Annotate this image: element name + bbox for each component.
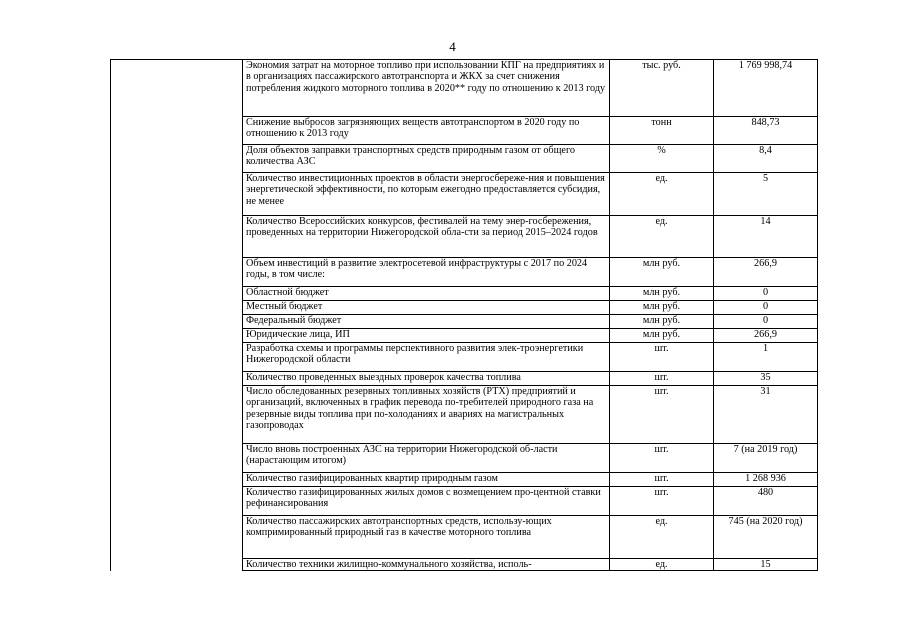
indicator-unit: млн руб. xyxy=(610,301,714,315)
indicator-name: Количество техники жилищно-коммунального хозяйства, исполь- xyxy=(243,559,610,571)
indicator-name: Количество инвестиционных проектов в области энергосбереже-ния и повышения энергетической эффективности, по которым ежегодно предоставляется субсидия, не менее xyxy=(243,173,610,216)
indicator-unit: шт. xyxy=(610,343,714,372)
indicator-value: 31 xyxy=(714,386,818,444)
indicator-value: 14 xyxy=(714,216,818,258)
indicator-unit: ед. xyxy=(610,559,714,571)
indicator-unit: млн руб. xyxy=(610,315,714,329)
indicator-unit: млн руб. xyxy=(610,287,714,301)
indicator-value: 745 (на 2020 год) xyxy=(714,516,818,559)
indicator-unit: ед. xyxy=(610,516,714,559)
indicator-value: 5 xyxy=(714,173,818,216)
indicator-value: 8,4 xyxy=(714,145,818,173)
indicator-name: Федеральный бюджет xyxy=(243,315,610,329)
indicator-name: Снижение выбросов загрязняющих веществ автотранспортом в 2020 году по отношению к 2013 году xyxy=(243,117,610,145)
indicator-value: 0 xyxy=(714,315,818,329)
indicator-unit: ед. xyxy=(610,173,714,216)
table-row xyxy=(111,60,818,117)
indicator-value: 1 769 998,74 xyxy=(714,60,818,117)
indicator-value: 0 xyxy=(714,287,818,301)
indicator-name: Количество пассажирских автотранспортных средств, использу-ющих компримированный природный газ в качестве моторного топлива xyxy=(243,516,610,559)
indicator-name: Число обследованных резервных топливных хозяйств (РТХ) предприятий и организаций, включенных в график перевода по-требителей природного газа на резервные виды топлива при по-холоданиях и авариях на магистральных газопроводах xyxy=(243,386,610,444)
indicator-name: Областной бюджет xyxy=(243,287,610,301)
indicator-value: 35 xyxy=(714,372,818,386)
indicator-value: 1 268 936 xyxy=(714,473,818,487)
indicator-unit: шт. xyxy=(610,473,714,487)
indicator-unit: шт. xyxy=(610,372,714,386)
indicator-value: 848,73 xyxy=(714,117,818,145)
indicator-name: Экономия затрат на моторное топливо при использовании КПГ на предприятиях и в организациях пассажирского автотранспорта и ЖКХ за счет снижения потребления жидкого моторного топлива в 2020** году по отношению к 2013 году xyxy=(243,60,610,117)
indicator-value: 266,9 xyxy=(714,258,818,287)
indicator-value: 266,9 xyxy=(714,329,818,343)
indicator-value: 0 xyxy=(714,301,818,315)
indicator-name: Местный бюджет xyxy=(243,301,610,315)
indicator-value: 15 xyxy=(714,559,818,571)
indicator-name: Разработка схемы и программы перспективного развития элек-троэнергетики Нижегородской области xyxy=(243,343,610,372)
indicator-unit: млн руб. xyxy=(610,258,714,287)
blank-column-cell xyxy=(111,60,243,571)
indicator-name: Юридические лица, ИП xyxy=(243,329,610,343)
indicator-name: Количество газифицированных жилых домов с возмещением про-центной ставки рефинансирования xyxy=(243,487,610,516)
indicator-value: 1 xyxy=(714,343,818,372)
indicator-unit: тыс. руб. xyxy=(610,60,714,117)
indicator-name: Доля объектов заправки транспортных средств природным газом от общего количества АЗС xyxy=(243,145,610,173)
indicator-unit: шт. xyxy=(610,386,714,444)
indicator-name: Количество газифицированных квартир природным газом xyxy=(243,473,610,487)
indicator-name: Количество проведенных выездных проверок качества топлива xyxy=(243,372,610,386)
indicator-name: Объем инвестиций в развитие электросетевой инфраструктуры с 2017 по 2024 годы, в том числе: xyxy=(243,258,610,287)
indicator-unit: шт. xyxy=(610,487,714,516)
indicator-unit: тонн xyxy=(610,117,714,145)
page-number: 4 xyxy=(449,39,456,54)
indicators-table xyxy=(110,59,818,571)
indicator-unit: млн руб. xyxy=(610,329,714,343)
indicator-unit: % xyxy=(610,145,714,173)
indicator-value: 480 xyxy=(714,487,818,516)
indicator-name: Число вновь построенных АЗС на территории Нижегородской об-ласти (нарастающим итогом) xyxy=(243,444,610,473)
indicator-value: 7 (на 2019 год) xyxy=(714,444,818,473)
indicator-unit: ед. xyxy=(610,216,714,258)
indicator-unit: шт. xyxy=(610,444,714,473)
indicator-name: Количество Всероссийских конкурсов, фестивалей на тему энер-госбережения, проведенных на территории Нижегородской обла-сти за период 2015–2024 годов xyxy=(243,216,610,258)
